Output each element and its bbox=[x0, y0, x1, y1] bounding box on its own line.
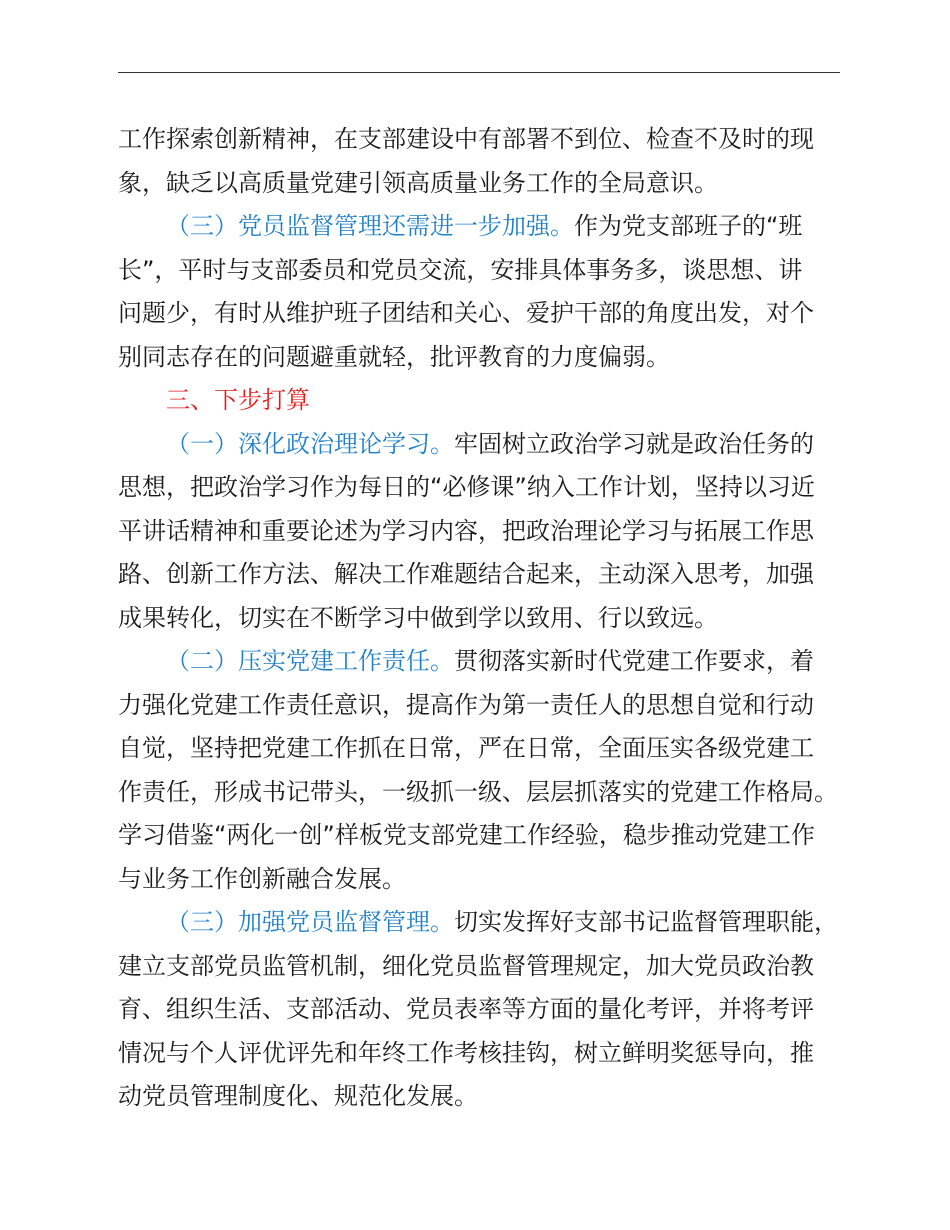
document-body bbox=[118, 118, 878, 1119]
subheading: （一）深化政治理论学习。 bbox=[166, 429, 454, 458]
subheading: （三）加强党员监督管理。 bbox=[166, 908, 454, 936]
text-line: 动党员管理制度化、规范化发展。 bbox=[118, 1082, 478, 1110]
paragraph-first-line bbox=[118, 640, 878, 684]
paragraph-5 bbox=[118, 901, 878, 1119]
text-line: 长”，平时与支部委员和党员交流，安排具体事务多，谈思想、讲 bbox=[118, 255, 803, 284]
text-line: 学习借鉴“两化一创”样板党支部党建工作经验，稳步推动党建工作 bbox=[118, 821, 815, 849]
text-line: 问题少，有时从维护班子团结和关心、爱护干部的角度出发，对个 bbox=[118, 299, 814, 327]
section-heading: 三、下步打算 bbox=[166, 386, 310, 414]
text-line: 与业务工作创新融合发展。 bbox=[118, 864, 406, 893]
text-line: 情况与个人评优评先和年终工作考核挂钩，树立鲜明奖惩导向，推 bbox=[118, 1038, 814, 1067]
text-run: 切实发挥好支部书记监督管理职能， bbox=[454, 908, 838, 936]
text-line: 成果转化，切实在不断学习中做到学以致用、行以致远。 bbox=[118, 603, 718, 632]
paragraph-1 bbox=[118, 118, 878, 205]
text-line: 力强化党建工作责任意识，提高作为第一责任人的思想自觉和行动 bbox=[118, 690, 814, 719]
text-line: 作责任，形成书记带头，一级抓一级、层层抓落实的党建工作格局。 bbox=[118, 777, 838, 806]
text-line: 自觉，坚持把党建工作抓在日常，严在日常，全面压实各级党建工 bbox=[118, 734, 814, 762]
text-run: 贯彻落实新时代党建工作要求，着 bbox=[454, 647, 814, 675]
paragraph-2 bbox=[118, 205, 878, 379]
subheading: （三）党员监督管理还需进一步加强。 bbox=[166, 212, 574, 240]
subheading: （二）压实党建工作责任。 bbox=[166, 647, 454, 675]
text-line: 工作探索创新精神，在支部建设中有部署不到位、检查不及时的现 bbox=[118, 125, 814, 153]
paragraph-first-line bbox=[118, 901, 878, 945]
paragraph-3 bbox=[118, 423, 878, 641]
paragraph-4 bbox=[118, 640, 878, 901]
header-rule bbox=[118, 72, 840, 73]
text-line: 育、组织生活、支部活动、党员表率等方面的量化考评，并将考评 bbox=[118, 995, 814, 1023]
text-line: 建立支部党员监管机制，细化党员监督管理规定，加大党员政治教 bbox=[118, 951, 814, 980]
text-line: 别同志存在的问题避重就轻，批评教育的力度偏弱。 bbox=[118, 342, 670, 371]
text-line: 思想，把政治学习作为每日的“必修课”纳入工作计划，坚持以习近 bbox=[118, 473, 815, 501]
text-line: 路、创新工作方法、解决工作难题结合起来，主动深入思考，加强 bbox=[118, 560, 814, 588]
text-line: 平讲话精神和重要论述为学习内容，把政治理论学习与拓展工作思 bbox=[118, 516, 814, 545]
text-run: 牢固树立政治学习就是政治任务的 bbox=[454, 429, 814, 458]
paragraph-first-line bbox=[118, 205, 878, 249]
paragraph-first-line bbox=[118, 423, 878, 467]
text-run: 作为党支部班子的“班 bbox=[574, 212, 803, 240]
text-line: 象，缺乏以高质量党建引领高质量业务工作的全局意识。 bbox=[118, 168, 718, 197]
